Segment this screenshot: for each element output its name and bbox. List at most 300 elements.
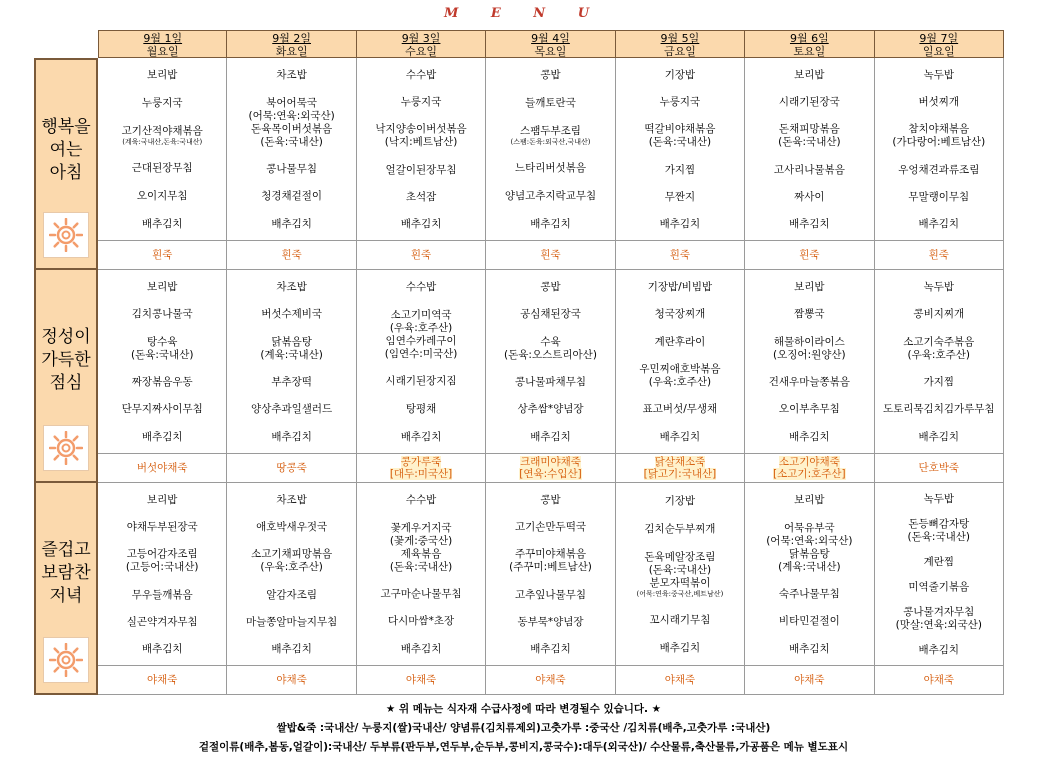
menu-item: 떡갈비야채볶음 [644, 123, 716, 136]
menu-item: 닭볶음탕 [271, 335, 312, 348]
menu-item: 배추김치 [141, 642, 183, 655]
porridge-text: 야채죽 [664, 674, 696, 686]
menu-item-group [648, 281, 712, 294]
porridge-item [616, 240, 744, 269]
day-date: 9월 1일 [143, 32, 183, 45]
menu-item-group [386, 375, 457, 388]
menu-item: 짜장볶음우동 [131, 376, 193, 389]
menu-item: 참치야채볶음 [908, 123, 970, 136]
menu-item-group [924, 69, 954, 82]
porridge-item [227, 240, 355, 269]
porridge-item [227, 453, 355, 482]
porridge-item [357, 240, 485, 269]
menu-cell [357, 483, 486, 695]
menu-item: 기장밥 [664, 69, 696, 82]
menu-item-group [401, 218, 442, 231]
day-weekday: 수요일 [405, 45, 437, 58]
porridge-text: 야채죽 [146, 674, 178, 686]
menu-item-group [924, 556, 954, 569]
porridge-line [411, 249, 431, 261]
menu-item-group [147, 69, 177, 82]
menu-item-group [665, 69, 695, 82]
menu-item: 콩밥 [540, 494, 561, 507]
sun-icon [43, 425, 89, 471]
menu-item-group [276, 494, 306, 507]
menu-item-group [142, 431, 183, 444]
menu-item: 누룽지국 [659, 96, 701, 109]
menu-item: (돈육:국내산) [648, 136, 712, 149]
menu-item-group [147, 281, 177, 294]
menu-items [616, 58, 744, 240]
menu-item: 탕평채 [405, 403, 437, 416]
porridge-item [745, 240, 873, 269]
menu-item-group [918, 96, 959, 109]
menu-cell [745, 58, 874, 270]
menu-item: 짜사이 [794, 190, 825, 203]
porridge-text: 흰죽 [799, 249, 820, 261]
menu-item-group [147, 494, 177, 507]
porridge-text: 땅콩죽 [276, 462, 307, 474]
menu-item: 시래기된장국 [778, 96, 840, 109]
menu-item: 도토리묵김치김가루무침 [882, 403, 995, 416]
meal-name: 행복을 여는 아침 [41, 117, 91, 183]
porridge-line [670, 249, 690, 261]
menu-item: 배추김치 [659, 642, 701, 655]
menu-cell [98, 483, 227, 695]
menu-item-group [388, 615, 454, 628]
menu-item: (우육:호주산) [648, 376, 712, 389]
menu-item: 배추김치 [918, 644, 960, 656]
menu-item-group [530, 643, 571, 656]
menu-item-group [248, 97, 334, 149]
porridge-line [137, 462, 188, 474]
day-header [98, 30, 227, 58]
porridge-line [281, 249, 301, 261]
day-weekday: 일요일 [922, 45, 955, 58]
menu-item: (오징어:원양산) [773, 348, 846, 361]
day-weekday: 금요일 [663, 45, 696, 58]
menu-items [357, 483, 485, 665]
menu-item-group [649, 614, 710, 627]
menu-item: (계육:국내산) [260, 348, 323, 361]
porridge-item [486, 665, 614, 694]
menu-item: 버섯수제비국 [261, 308, 323, 321]
menu-item: 분모자떡볶이 [649, 576, 711, 589]
menu-item: 가지찜 [664, 163, 696, 176]
menu-cell [486, 483, 615, 695]
menu-cell [875, 270, 1004, 483]
menu-item: (돈육:국내산) [389, 560, 453, 573]
porridge-item [875, 665, 1003, 694]
menu-item: 녹두밥 [923, 493, 954, 505]
menu-item-group [510, 125, 590, 147]
menu-item-group [908, 581, 969, 594]
menu-item-group [505, 190, 596, 203]
menu-items [616, 483, 744, 665]
day-weekday: 월요일 [146, 45, 179, 58]
menu-item: (돈육:국내산) [130, 348, 194, 361]
menu-item-group [246, 616, 337, 629]
menu-item-group [515, 589, 586, 602]
menu-item-group [794, 191, 824, 204]
menu-cell [486, 58, 615, 270]
day-header [875, 30, 1004, 58]
menu-item-group [644, 523, 715, 536]
menu-item: 부추장떡 [271, 376, 312, 389]
menu-item: 시래기된장지짐 [385, 375, 457, 388]
menu-item-group [774, 164, 845, 177]
menu-item-group [276, 69, 306, 82]
menu-item-group [261, 190, 322, 203]
menu-item-group [406, 69, 436, 82]
menu-item: (계육:국내산) [778, 560, 841, 573]
note-line: 쌀밥&죽 :국내산/ 누룽지(쌀)국내산/ 양념류(김치류제외)고춧가루 :중국산 /김치류(배추,고춧가루 :국내산) [276, 722, 771, 734]
menu-items [486, 483, 614, 665]
menu-item: 얼갈이된장무침 [385, 163, 457, 176]
menu-item: (돈육:국내산) [907, 531, 970, 543]
porridge-line [540, 249, 560, 261]
menu-item: 양념고추지락교무침 [504, 189, 597, 202]
menu-item: 고기산적야채볶음 [121, 125, 203, 138]
menu-items [357, 270, 485, 453]
menu-item-group [261, 308, 322, 321]
menu-item-group [251, 403, 332, 416]
menu-item-group [779, 615, 840, 628]
menu-item: 오이지무침 [136, 189, 188, 202]
menu-item: 우엉채견과류조림 [898, 163, 980, 176]
menu-item-group [504, 336, 597, 362]
note-line: ★ 위 메뉴는 식자재 수급사정에 따라 변경될수 있습니다. ★ [385, 703, 662, 715]
menu-item-group [406, 191, 436, 204]
menu-item-group [122, 403, 203, 416]
menu-item: (주꾸미:베트남산) [509, 561, 592, 574]
menu-cell [357, 58, 486, 270]
menu-item: 동부묵*양념장 [517, 615, 584, 628]
menu-item: 고기손만두떡국 [514, 521, 586, 534]
menu-items [745, 270, 873, 453]
menu-item: 보리밥 [794, 281, 825, 294]
menu-item: 알감자조림 [266, 588, 317, 601]
menu-item: (계육:국내산,돈육:국내산) [122, 138, 203, 147]
menu-items [486, 58, 614, 240]
sun-icon [43, 637, 89, 683]
porridge-text: 야채죽 [535, 674, 566, 686]
menu-item: 콩비지찌개 [913, 308, 965, 321]
menu-item-group [908, 518, 970, 544]
menu-items [227, 58, 355, 240]
menu-item-group [540, 69, 560, 82]
menu-item: 우민찌애호박볶음 [639, 363, 721, 376]
menu-item: 배추김치 [141, 217, 183, 230]
menu-item: 김치콩나물국 [131, 308, 193, 321]
table-corner [34, 30, 98, 58]
menu-item: 콩밥 [540, 281, 561, 294]
menu-item-group [766, 522, 852, 574]
menu-item-group [271, 643, 312, 656]
menu-item-group [789, 218, 830, 231]
menu-item-group [643, 403, 718, 416]
menu-item: (꽃게:중국산) [389, 534, 453, 547]
menu-item: 초석잠 [405, 190, 437, 203]
porridge-text: 야채죽 [794, 674, 825, 686]
day-date: 9월 7일 [919, 32, 959, 45]
menu-item: 스팸두부조림 [520, 125, 581, 138]
menu-item-group [525, 97, 576, 110]
porridge-text: 버섯야채죽 [136, 462, 188, 474]
menu-item: 기장밥/비빔밥 [647, 281, 713, 294]
menu-item: 계란후라이 [654, 335, 706, 348]
menu-item: 콩나물파채무침 [514, 376, 586, 389]
menu-items [616, 270, 744, 453]
menu-item: 수수밥 [405, 69, 437, 82]
menu-item: 차조밥 [276, 494, 307, 507]
menu-item-group [385, 309, 458, 361]
menu-item: 콩나물무침 [266, 162, 317, 175]
menu-item: 실곤약겨자무침 [126, 615, 198, 628]
menu-item: (낙지:베트남산) [384, 136, 458, 149]
porridge-item [745, 665, 873, 694]
porridge-line [665, 674, 695, 686]
menu-item: 건새우마늘쫑볶음 [768, 376, 850, 389]
porridge-text: [닭고기:국내산] [643, 468, 717, 480]
menu-item-group [520, 308, 581, 321]
menu-item-group [131, 336, 193, 362]
porridge-text: 흰죽 [540, 249, 561, 261]
menu-cell [98, 270, 227, 483]
menu-item: (돈육:국내산) [260, 135, 323, 148]
menu-item: 보리밥 [794, 494, 825, 507]
menu-item: 무우들깨볶음 [131, 588, 193, 601]
menu-item-group [530, 218, 571, 231]
menu-item: 배추김치 [918, 430, 960, 443]
menu-item: 콩밥 [540, 69, 561, 82]
menu-item: 배추김치 [400, 217, 442, 230]
menu-item-group [276, 281, 306, 294]
menu-item-group [406, 281, 436, 294]
porridge-line [152, 249, 172, 261]
porridge-line [655, 456, 706, 468]
menu-item: 들깨토란국 [525, 97, 576, 110]
menu-item-group [637, 551, 724, 599]
day-header [227, 30, 356, 58]
menu-item: 주꾸미야채볶음 [514, 548, 586, 561]
porridge-line [794, 674, 824, 686]
menu-cell [227, 270, 356, 483]
porridge-item [486, 453, 614, 482]
menu-item-group [794, 494, 824, 507]
menu-item: 임연수카레구이 [385, 334, 457, 347]
menu-item: 수수밥 [405, 281, 437, 294]
menu-item: 고등어감자조림 [126, 548, 198, 561]
menu-item: 배추김치 [141, 430, 183, 443]
menu-item: 차조밥 [276, 69, 307, 82]
porridge-item [745, 453, 873, 482]
menu-item: 청국장찌개 [654, 308, 706, 321]
menu-notes [0, 700, 1047, 757]
menu-item-group [142, 97, 183, 110]
meal-label-cell [34, 270, 98, 483]
meal-label-cell [34, 58, 98, 270]
menu-cell [616, 270, 745, 483]
menu-item-group [530, 431, 571, 444]
menu-item-group [390, 522, 452, 574]
menu-items [98, 270, 226, 453]
menu-item-group [924, 281, 954, 294]
menu-item: 탕수육 [146, 335, 178, 348]
menu-item-group [913, 308, 964, 321]
menu-item-group [517, 403, 583, 416]
menu-item-group [660, 96, 701, 109]
menu-items [98, 483, 226, 665]
menu-item: 수수밥 [405, 494, 437, 507]
day-date: 9월 5일 [660, 32, 700, 45]
meal-name: 즐겁고 보람찬 저녁 [41, 540, 91, 606]
menu-item-group [122, 125, 203, 147]
menu-item-group [665, 191, 695, 204]
menu-item: 청경채겉절이 [261, 190, 323, 203]
porridge-line [520, 456, 581, 468]
menu-item: 배추김치 [400, 642, 442, 655]
porridge-item [357, 453, 485, 482]
porridge-item [486, 240, 614, 269]
menu-items [486, 270, 614, 453]
menu-item: (돈육:오스트리아산) [504, 348, 597, 361]
porridge-line [276, 462, 306, 474]
menu-cell [357, 270, 486, 483]
day-header [486, 30, 615, 58]
menu-item-group [794, 308, 824, 321]
porridge-text: 흰죽 [410, 249, 432, 261]
menu-item-group [644, 123, 715, 149]
menu-item-group [271, 376, 312, 389]
menu-item: 느타리버섯볶음 [514, 161, 586, 174]
menu-item-group [918, 431, 959, 444]
menu-item: 공심채된장국 [520, 308, 581, 321]
menu-item: 버섯찌개 [918, 96, 960, 109]
day-date: 9월 6일 [789, 32, 829, 45]
menu-item: (돈육:국내산) [648, 563, 712, 576]
menu-item: 콩나물겨자무침 [903, 606, 975, 618]
menu-cell [875, 58, 1004, 270]
menu-item: 돈육목이버섯볶음 [251, 122, 333, 135]
menu-item-group [132, 589, 193, 602]
porridge-line [918, 462, 959, 474]
menu-items [357, 58, 485, 240]
menu-item: 보리밥 [794, 69, 825, 82]
menu-item-group [127, 616, 198, 629]
menu-item: 배추김치 [789, 642, 830, 655]
menu-item: 상추쌈*양념장 [517, 403, 584, 416]
menu-item: 해물하이라이스 [773, 335, 845, 348]
menu-items [98, 58, 226, 240]
menu-item-group [655, 308, 706, 321]
menu-item-group [769, 376, 850, 389]
porridge-text: 콩가루죽 [400, 456, 442, 468]
menu-item: 표고버섯/무생채 [642, 403, 718, 416]
menu-cell [227, 483, 356, 695]
day-weekday: 화요일 [275, 45, 308, 58]
porridge-item [875, 453, 1003, 482]
menu-item: 돈등뼈감자탕 [908, 518, 970, 530]
day-weekday: 목요일 [534, 45, 567, 58]
menu-item-group [892, 123, 985, 149]
menu-item: 수육 [540, 335, 561, 348]
menu-item-group [251, 548, 332, 574]
menu-item-group [375, 123, 466, 149]
day-date: 9월 3일 [401, 32, 441, 45]
menu-item: 돈육메알장조림 [644, 550, 716, 563]
menu-item-group [540, 281, 560, 294]
porridge-line [406, 674, 436, 686]
porridge-text: [소고기:호주산] [773, 468, 846, 480]
menu-item-group [898, 164, 979, 177]
porridge-item [227, 665, 355, 694]
porridge-item [98, 240, 226, 269]
porridge-item [616, 453, 744, 482]
menu-item-group [660, 431, 701, 444]
menu-item-group [778, 123, 840, 149]
menu-item: 보리밥 [146, 69, 178, 82]
menu-item: 누룽지국 [400, 96, 442, 109]
menu-item: (어묵:연육:외국산) [248, 109, 335, 122]
day-date: 9월 4일 [531, 32, 570, 45]
menu-item-group [773, 336, 846, 362]
porridge-line [147, 674, 177, 686]
menu-item-group [266, 163, 317, 176]
menu-table [34, 30, 1004, 698]
menu-item: 차조밥 [276, 281, 307, 294]
porridge-text: 흰죽 [281, 249, 302, 261]
menu-item: (맛살:연육:외국산) [895, 619, 982, 631]
menu-item-group [540, 494, 560, 507]
menu-item: 짬뽕국 [794, 308, 825, 321]
menu-item: 배추김치 [530, 217, 571, 230]
menu-item: 북어어묵국 [266, 96, 317, 109]
menu-item-group [794, 69, 824, 82]
menu-item-group [924, 493, 954, 506]
menu-item: 고구마순나물무침 [380, 587, 462, 600]
porridge-text: 소고기야채죽 [778, 456, 840, 468]
menu-item-group [260, 336, 322, 362]
menu-item: (임연수:미국산) [384, 347, 458, 360]
porridge-item [616, 665, 744, 694]
menu-item: 무말랭이무침 [908, 190, 970, 203]
menu-item: (우육:호주산) [260, 561, 323, 574]
menu-item-group [665, 164, 695, 177]
menu-item-group [401, 643, 442, 656]
menu-item-group [779, 588, 840, 601]
menu-items [227, 270, 355, 453]
menu-cell [745, 270, 874, 483]
porridge-text: 야채죽 [405, 674, 437, 686]
menu-item: 가지찜 [923, 376, 954, 389]
day-date: 9월 2일 [272, 32, 311, 45]
menu-item: 야채두부된장국 [126, 521, 198, 534]
menu-item-group [918, 644, 959, 657]
menu-title: M E N U [443, 6, 604, 21]
menu-item-group [132, 162, 193, 175]
menu-item: 보리밥 [146, 281, 178, 294]
menu-item-group [126, 548, 199, 574]
porridge-text: [대두:미국산] [389, 468, 453, 480]
porridge-text: 크래미야채죽 [520, 456, 581, 468]
day-header [745, 30, 874, 58]
note-line: 겉절이류(배추,봄동,얼갈이):국내산/ 두부류(판두부,연두부,순두부,콩비지,콩국수):대두(외국산)/ 수산물류,축산물류,가공품은 메뉴 별도표시 [198, 741, 849, 753]
porridge-text: [연육:수입산] [519, 468, 582, 480]
porridge-line [779, 456, 840, 468]
menu-item: (가다랑어:베트남산) [892, 136, 986, 149]
porridge-text: 흰죽 [928, 249, 949, 261]
